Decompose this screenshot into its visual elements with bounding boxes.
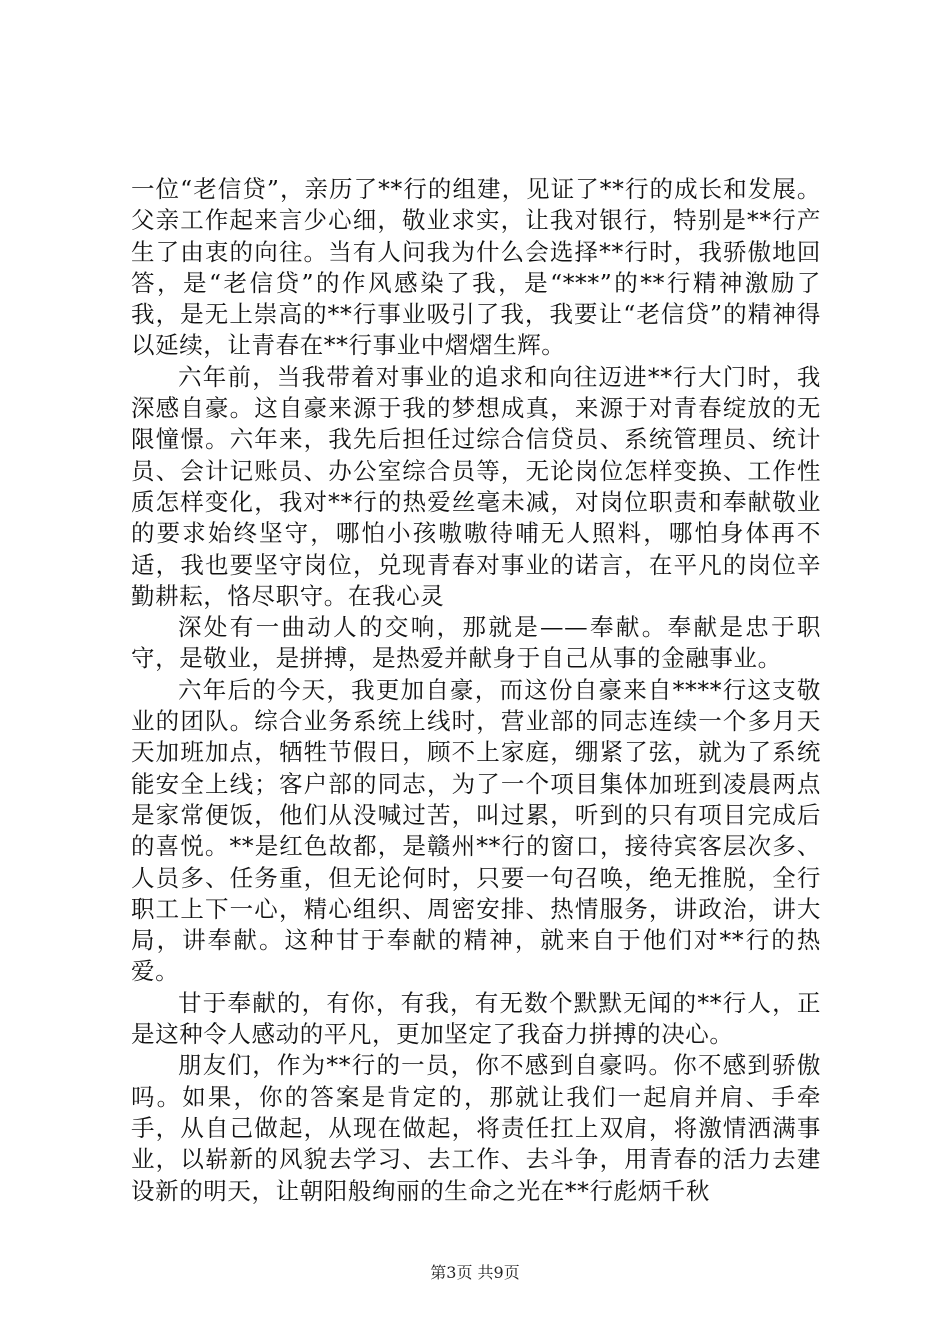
- paragraph-2: 六年前，当我带着对事业的追求和向往迈进**行大门时，我深感自豪。这自豪来源于我的梦想成真，来源于对青春绽放的无限憧憬。六年来，我先后担任过综合信贷员、系统管理员、统计员、会计记账员、办公室综合员等，无论岗位怎样变换、工作性质怎样变化，我对**行的热爱丝毫未减，对岗位职责和奉献敬业的要求始终坚守，哪怕小孩嗷嗷待哺无人照料，哪怕身体再不适，我也要坚守岗位，兑现青春对事业的诺言，在平凡的岗位辛勤耕耘，恪尽职守。在我心灵: [131, 362, 821, 610]
- paragraph-3: 深处有一曲动人的交响，那就是——奉献。奉献是忠于职守，是敬业，是拼搏，是热爱并献身于自己从事的金融事业。: [131, 613, 821, 673]
- document-body: [131, 174, 821, 1207]
- paragraph-4: 六年后的今天，我更加自豪，而这份自豪来自****行这支敬业的团队。综合业务系统上线时，营业部的同志连续一个多月天天加班加点，牺牲节假日，顾不上家庭，绷紧了弦，就为了系统能安全上线；客户部的同志，为了一个项目集体加班到凌晨两点是家常便饭，他们从没喊过苦，叫过累，听到的只有项目完成后的喜悦。**是红色故都，是赣州**行的窗口，接待宾客层次多、人员多、任务重，但无论何时，只要一句召唤，绝无推脱，全行职工上下一心，精心组织、周密安排、热情服务，讲政治，讲大局，讲奉献。这种甘于奉献的精神，就来自于他们对**行的热爱。: [131, 675, 821, 986]
- paragraph-5: 甘于奉献的，有你，有我，有无数个默默无闻的**行人，正是这种令人感动的平凡，更加坚定了我奋力拼搏的决心。: [131, 988, 821, 1049]
- paragraph-6: 朋友们，作为**行的一员，你不感到自豪吗。你不感到骄傲吗。如果，你的答案是肯定的，那就让我们一起肩并肩、手牵手，从自己做起，从现在做起，将责任扛上双肩，将激情洒满事业，以崭新的风貌去学习、去工作、去斗争，用青春的活力去建设新的明天，让朝阳般绚丽的生命之光在**行彪炳千秋: [131, 1051, 821, 1205]
- paragraph-1: 一位“老信贷”，亲历了**行的组建，见证了**行的成长和发展。父亲工作起来言少心细，敬业求实，让我对银行，特别是**行产生了由衷的向往。当有人问我为什么会选择**行时，我骄傲地回答，是“老信贷”的作风感染了我，是“***”的**行精神激励了我，是无上崇高的**行事业吸引了我，我要让“老信贷”的精神得以延续，让青春在**行事业中熠熠生辉。: [131, 175, 821, 360]
- page-number-footer: 第3页 共9页: [430, 1263, 520, 1282]
